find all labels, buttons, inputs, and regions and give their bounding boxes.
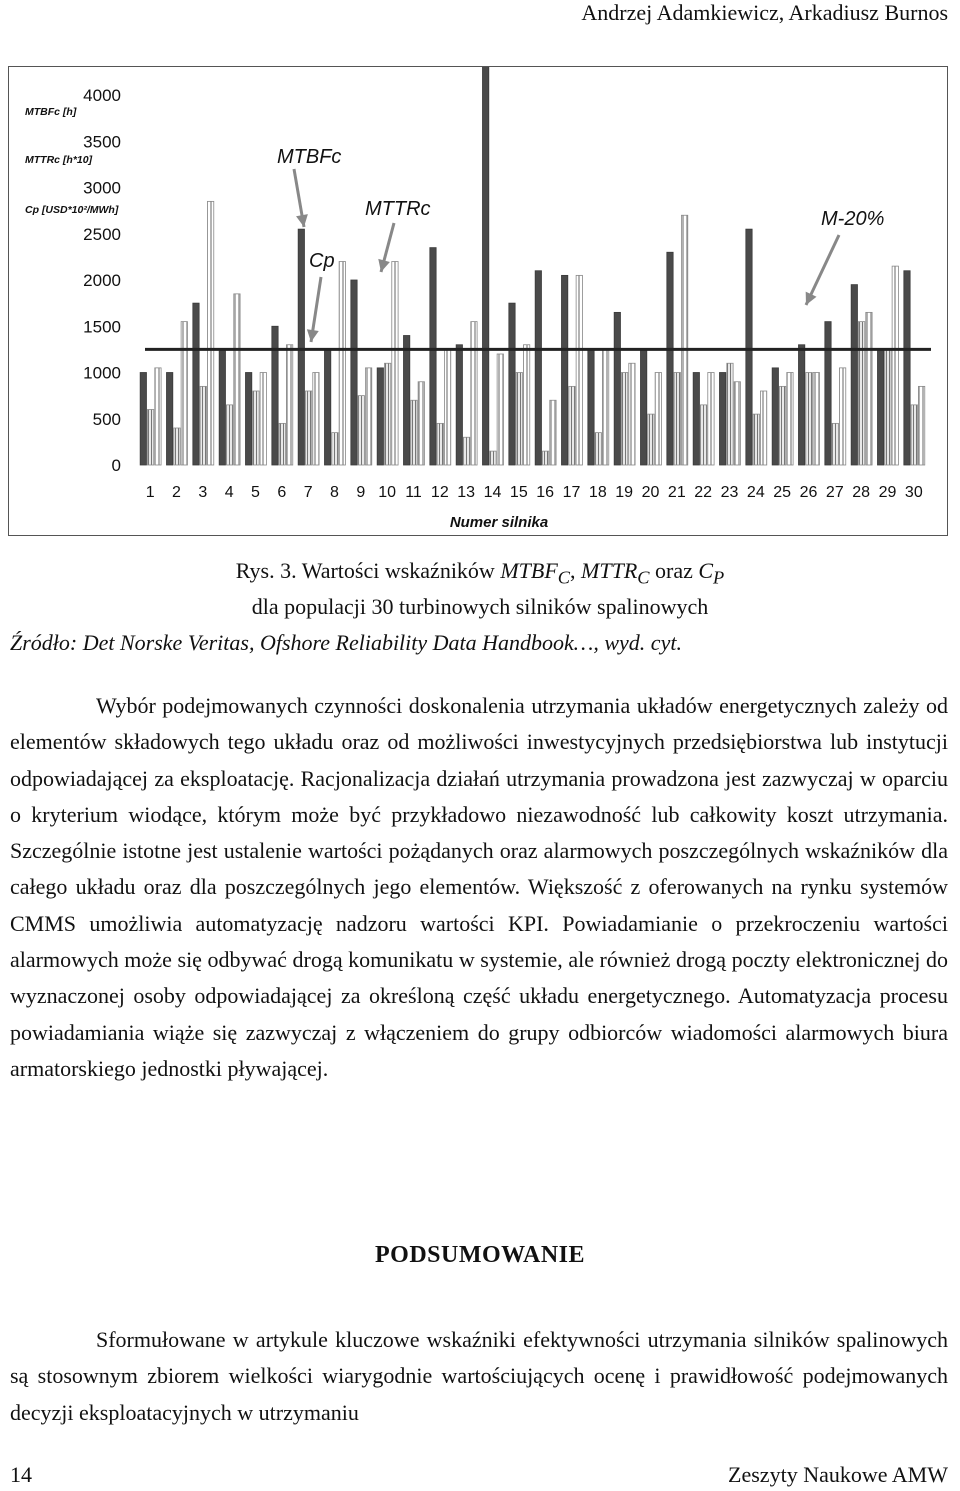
bar (839, 368, 845, 465)
figure-caption (0, 556, 960, 622)
bar (444, 349, 450, 465)
x-tick-label: 23 (720, 484, 739, 501)
bar (708, 373, 714, 466)
bar (681, 215, 687, 465)
x-tick-label: 29 (878, 484, 897, 501)
bar (734, 382, 740, 465)
x-tick-label: 1 (145, 484, 155, 501)
bar (490, 451, 496, 465)
x-tick-label: 24 (746, 484, 765, 501)
bar (753, 414, 759, 465)
bar (245, 373, 251, 466)
paragraph-2-text: Sformułowane w artykule kluczowe wskaźniki efektywności utrzymania silników spalinowych są stosownym zbiorem wielkości wiarygodnie wartościujących ocenę i prawidłowość podejmowanych decyzji eksploatacyjnych w utrzymaniu (10, 1327, 948, 1425)
x-tick-label: 10 (378, 484, 397, 501)
y-tick-label: 2500 (83, 224, 121, 244)
bar (471, 322, 477, 465)
bar (629, 363, 635, 465)
body-paragraph-2 (10, 1322, 948, 1431)
bar (772, 368, 778, 465)
bar (193, 303, 199, 465)
bar (602, 349, 608, 465)
bar (392, 262, 398, 466)
bar (298, 229, 304, 465)
bar (509, 303, 515, 465)
x-tick-label: 7 (303, 484, 313, 501)
bar (851, 285, 857, 465)
y-tick-label: 3000 (83, 178, 121, 198)
x-tick-label: 25 (773, 484, 792, 501)
x-tick-label: 20 (641, 484, 660, 501)
bar (234, 294, 240, 465)
bar (166, 373, 172, 466)
y-tick-label: 3500 (83, 132, 121, 152)
bar (693, 373, 699, 466)
legend-label: MTBFc [h] (25, 106, 77, 118)
bar (358, 396, 364, 465)
bar (877, 349, 883, 465)
y-tick-label: 500 (92, 409, 121, 429)
bar (588, 349, 594, 465)
x-tick-label: 30 (904, 484, 923, 501)
caption-line-1: Rys. 3. Wartości wskaźników $MTBF_C$, $MTTR_C$ oraz $C_P$ (235, 558, 725, 588)
annotation-label: MTTRc (365, 198, 431, 220)
bar (411, 400, 417, 465)
bar (516, 373, 522, 466)
x-tick-label: 2 (172, 484, 181, 501)
x-tick-label: 8 (330, 484, 339, 501)
bar (858, 322, 864, 465)
page-number: 14 (10, 1462, 32, 1487)
annotation-arrowhead (296, 214, 308, 227)
bar (561, 275, 567, 465)
x-tick-label: 28 (852, 484, 871, 501)
bar (253, 391, 259, 465)
bar (655, 373, 661, 466)
legend-label: MTTRc [h*10] (25, 154, 93, 166)
annotation-label: M-20% (821, 208, 885, 230)
bar (550, 400, 556, 465)
x-tick-label: 6 (277, 484, 287, 501)
bar (892, 266, 898, 465)
bar (351, 280, 357, 465)
bar (667, 252, 673, 465)
section-heading: PODSUMOWANIE (374, 1242, 585, 1268)
y-tick-label: 4000 (83, 86, 121, 105)
bar (542, 451, 548, 465)
x-tick-label: 9 (356, 484, 366, 501)
bar (523, 345, 529, 465)
journal-name: Zeszyty Naukowe AMW (728, 1462, 948, 1487)
x-tick-label: 22 (694, 484, 713, 501)
bar (272, 326, 278, 465)
bar (911, 405, 917, 465)
bar (674, 373, 680, 466)
bar (779, 386, 785, 465)
running-header-authors: Andrzej Adamkiewicz, Arkadiusz Burnos (581, 0, 948, 25)
bar (463, 437, 469, 465)
figure-source: Źródło: Det Norske Veritas, Ofshore Reliability Data Handbook…, wyd. cyt. (10, 630, 682, 655)
bar (700, 405, 706, 465)
bar (832, 423, 838, 465)
paragraph-1-text: Wybór podejmowanych czynności doskonalenia utrzymania układów energetycznych zależy od elementów składowych tego układu oraz od możliwości inwestycyjnych przedsiębiorstwa lub instytucji odpowiadającej za eksploatację. Racjonalizacja działań utrzymania prowadzona jest zazwyczaj w oparciu o kryterium wiodące, którym może być przykładowo niezawodność lub całkowity koszt utrzymania. Szczególnie istotne jest ustalenie wartości pożądanych oraz alarmowych poszczególnych wskaźników dla całego układu oraz dla poszczególnych jego elementów. Większość z oferowanych na rynku systemów CMMS umożliwia automatyzację nadzoru wartości KPI. Powiadamianie o przekroczeniu wartości alarmowych może się odbywać drogą komunikatu w systemie, ale również drogą poczty elektronicznej do wyznaczonej osoby odpowiadającej za określoną część układu energetycznego. Automatyzacja procesu powiadamiania wiąże się zazwyczaj z włączeniem do grupy odbiorców wiadomości alarmowych biura armatorskiego jednostki pływającej. (10, 693, 948, 1081)
bar (456, 345, 462, 465)
bar (746, 229, 752, 465)
x-tick-label: 11 (405, 484, 422, 501)
bar (825, 322, 831, 465)
bar (155, 368, 161, 465)
bar (147, 410, 153, 466)
x-tick-label: 19 (615, 484, 634, 501)
annotation-arrowhead (307, 329, 319, 342)
x-tick-label: 16 (536, 484, 555, 501)
x-tick-label: 14 (483, 484, 502, 501)
bar (614, 312, 620, 465)
bar (365, 368, 371, 465)
bar (787, 373, 793, 466)
bar (640, 349, 646, 465)
x-tick-label: 3 (198, 484, 208, 501)
x-tick-label: 26 (799, 484, 818, 501)
bar (332, 433, 338, 465)
bar (569, 386, 575, 465)
bar (324, 349, 330, 465)
bar (813, 373, 819, 466)
bar (595, 433, 601, 465)
x-tick-label: 27 (825, 484, 844, 501)
bar (418, 382, 424, 465)
bar (727, 363, 733, 465)
bar (482, 67, 488, 465)
x-tick-label: 21 (667, 484, 686, 501)
bar (384, 363, 390, 465)
x-tick-label: 18 (588, 484, 607, 501)
bar (430, 248, 436, 465)
bar (437, 423, 443, 465)
bar (279, 423, 285, 465)
x-tick-label: 4 (224, 484, 234, 501)
x-tick-label: 12 (430, 484, 449, 501)
y-tick-label: 0 (111, 456, 121, 475)
bar (904, 271, 910, 465)
bar-chart (9, 67, 947, 535)
bar (207, 201, 213, 465)
bar (181, 322, 187, 465)
bar (806, 373, 812, 466)
bar (219, 349, 225, 465)
bar (174, 428, 180, 465)
bar (403, 336, 409, 466)
legend-label: Cp [USD*10²/MWh] (25, 204, 119, 216)
chart-figure (8, 66, 948, 536)
y-tick-label: 2000 (83, 271, 121, 290)
bar (535, 271, 541, 465)
bar (760, 391, 766, 465)
bar (140, 373, 146, 466)
x-tick-label: 13 (457, 484, 476, 501)
bar (226, 405, 232, 465)
bar (286, 345, 292, 465)
bar (339, 262, 345, 466)
bar (885, 349, 891, 465)
body-paragraph-1 (10, 688, 948, 1087)
bar (377, 368, 383, 465)
x-axis-title: Numer silnika (449, 514, 549, 531)
y-tick-label: 1500 (83, 317, 121, 337)
bar (719, 373, 725, 466)
bar (200, 386, 206, 465)
annotation-label: Cp (309, 250, 335, 272)
caption-line-2: dla populacji 30 turbinowych silników spalinowych (251, 594, 709, 620)
x-tick-label: 15 (509, 484, 528, 501)
bar (798, 345, 804, 465)
bar (313, 373, 319, 466)
bar (305, 391, 311, 465)
bar (576, 275, 582, 465)
bar (260, 373, 266, 466)
annotation-label: MTBFc (277, 146, 342, 168)
y-tick-label: 1000 (83, 363, 121, 383)
x-tick-label: 5 (251, 484, 260, 501)
x-tick-label: 17 (562, 484, 581, 501)
bar (621, 373, 627, 466)
bar (918, 386, 924, 465)
bar (497, 354, 503, 465)
bar (866, 312, 872, 465)
bar (648, 414, 654, 465)
